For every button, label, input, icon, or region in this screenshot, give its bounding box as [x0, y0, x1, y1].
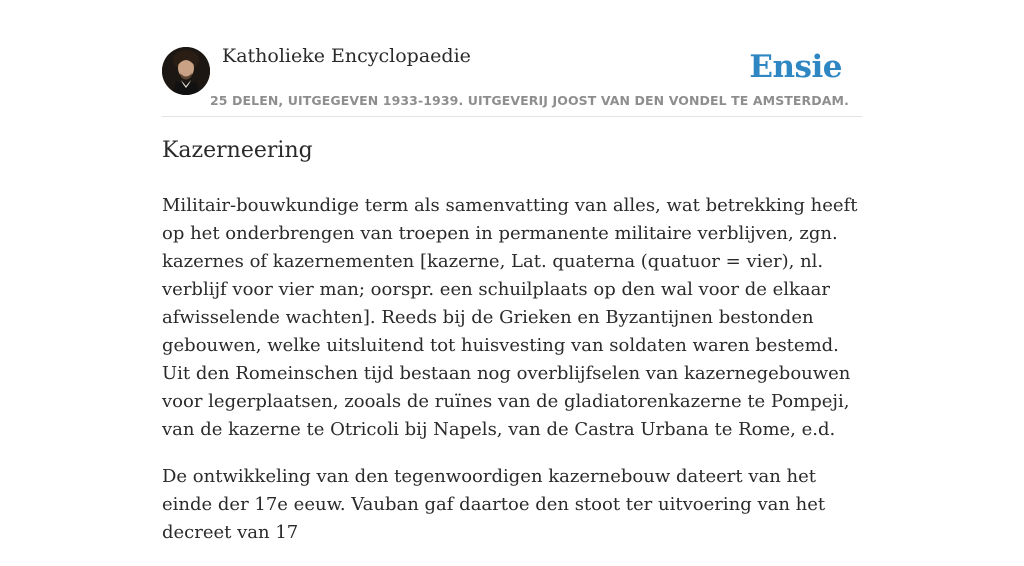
source-meta: 25 DELEN, UITGEGEVEN 1933-1939. UITGEVERIJ JOOST VAN DEN VONDEL TE AMSTERDAM.	[210, 93, 849, 108]
source-header	[162, 0, 862, 117]
source-portrait-avatar[interactable]	[162, 47, 210, 95]
portrait-icon	[162, 47, 210, 95]
article-paragraph: Militair-bouwkundige term als samenvatting van alles, wat betrekking heeft op het onderbrengen van troepen in permanente militaire verblijven, zgn. kazernes of kazernementen [kazerne, Lat. quaterna (quatuor = vier), nl. verblijf voor vier man; oorspr. een schuilplaats op den wal voor de elkaar afwisselende wachten]. Reeds bij de Grieken en Byzantijnen bestonden gebouwen, welke uitsluitend tot huisvesting van soldaten waren bestemd. Uit den Romeinschen tijd bestaan nog overblijfselen van kazernegebouwen voor legerplaatsen, zooals de ruïnes van de gladiatorenkazerne te Pompeji, van de kazerne te Otricoli bij Napels, van de Castra Urbana te Rome, e.d.	[162, 195, 858, 440]
article-paragraph: De ontwikkeling van den tegenwoordigen kazernebouw dateert van het einde der 17e eeuw. Vauban gaf daartoe den stoot ter uitvoering van het decreet van 17	[162, 466, 826, 543]
lemma-title: Kazerneering	[162, 138, 313, 163]
ensie-logo[interactable]: Ensie	[749, 49, 842, 85]
source-title[interactable]: Katholieke Encyclopaedie	[222, 45, 471, 67]
page	[162, 0, 862, 543]
article-body	[162, 192, 862, 566]
